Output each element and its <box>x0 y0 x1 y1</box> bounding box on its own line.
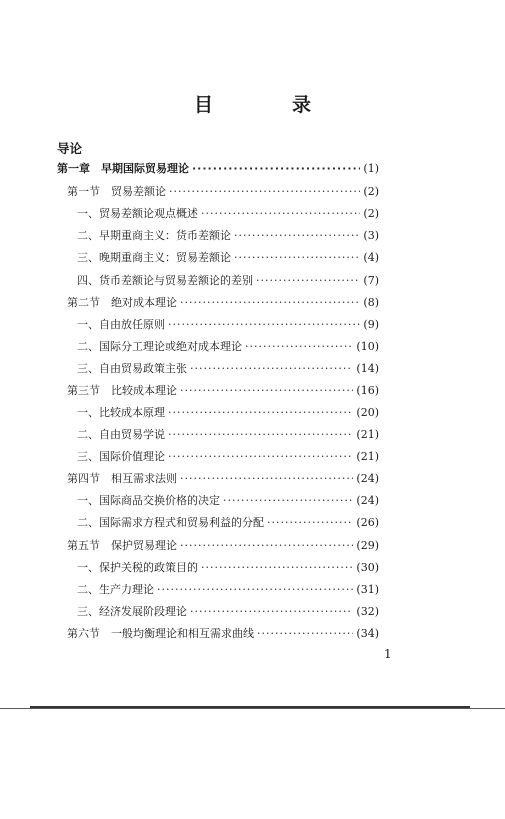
toc-section-3 <box>67 383 379 399</box>
toc-entry-page: (34) <box>356 627 379 640</box>
toc-entry-text: 二、国际需求方程式和贸易利益的分配 <box>77 516 264 529</box>
toc-entry-page: (24) <box>356 472 379 485</box>
dot-leader <box>180 538 353 554</box>
toc-item <box>77 405 379 421</box>
toc-entry-text: 一、保护关税的政策目的 <box>77 561 198 574</box>
toc-entry-text: 第一节 贸易差额论 <box>67 185 166 198</box>
dot-leader <box>256 273 360 289</box>
toc-item <box>77 493 379 509</box>
toc-item <box>77 339 379 355</box>
dot-leader <box>201 206 360 222</box>
dot-leader <box>234 250 360 266</box>
toc-entry-page: (32) <box>356 605 379 618</box>
toc-entry-text: 三、晚期重商主义：贸易差额论 <box>77 251 231 264</box>
toc-entry-page: (14) <box>356 362 379 375</box>
toc-entry-text: 三、自由贸易政策主张 <box>77 362 187 375</box>
toc-entry-text: 第五节 保护贸易理论 <box>67 539 177 552</box>
dot-leader <box>180 383 353 399</box>
scan-edge-divider <box>0 708 505 709</box>
toc-entry-text: 一、比较成本原理 <box>77 406 165 419</box>
dot-leader <box>180 295 360 311</box>
toc-entry-page: (16) <box>356 384 379 397</box>
toc-entry-page: (29) <box>356 539 379 552</box>
dot-leader <box>245 339 353 355</box>
dot-leader <box>168 449 353 465</box>
toc-entry-text: 二、早期重商主义：货币差额论 <box>77 229 231 242</box>
toc-chapter-1 <box>57 161 379 177</box>
dot-leader <box>223 493 353 509</box>
toc-item <box>77 449 379 465</box>
toc-entry-page: (2) <box>363 207 379 220</box>
toc-item <box>77 273 379 289</box>
toc-entry-page: (21) <box>356 428 379 441</box>
toc-entry-page: (30) <box>356 561 379 574</box>
dot-leader <box>192 161 360 177</box>
dot-leader <box>168 427 353 443</box>
toc-item <box>77 515 379 531</box>
toc-section-4 <box>67 471 379 487</box>
dot-leader <box>257 626 353 642</box>
intro-heading: 导论 <box>57 141 83 156</box>
toc-entry-text: 二、生产力理论 <box>77 583 154 596</box>
dot-leader <box>180 471 353 487</box>
toc-entry-page: (4) <box>363 251 379 264</box>
toc-entry-page: (31) <box>356 583 379 596</box>
page-number: 1 <box>384 647 392 661</box>
toc-entry-text: 一、贸易差额论观点概述 <box>77 207 198 220</box>
toc-entry-page: (2) <box>363 185 379 198</box>
toc-section-2 <box>67 295 379 311</box>
toc-entry-text: 第二节 绝对成本理论 <box>67 296 177 309</box>
dot-leader <box>234 228 360 244</box>
toc-section-6 <box>67 626 379 642</box>
toc-entry-text: 三、经济发展阶段理论 <box>77 605 187 618</box>
toc-item <box>77 361 379 377</box>
dot-leader <box>168 405 353 421</box>
toc-entry-page: (26) <box>356 516 379 529</box>
toc-entry-text: 第四节 相互需求法则 <box>67 472 177 485</box>
toc-entry-text: 第六节 一般均衡理论和相互需求曲线 <box>67 627 254 640</box>
toc-item <box>77 228 379 244</box>
toc-entry-text: 第一章 早期国际贸易理论 <box>57 162 189 175</box>
dot-leader <box>267 515 353 531</box>
toc-entry-page: (1) <box>363 162 379 175</box>
toc-entry-text: 二、国际分工理论或绝对成本理论 <box>77 340 242 353</box>
toc-section-1 <box>67 184 379 200</box>
toc-item <box>77 560 379 576</box>
dot-leader <box>190 604 353 620</box>
dot-leader <box>157 582 353 598</box>
toc-entry-page: (8) <box>363 296 379 309</box>
toc-item <box>77 604 379 620</box>
toc-entry-page: (20) <box>356 406 379 419</box>
toc-entry-page: (24) <box>356 494 379 507</box>
toc-entry-text: 一、自由放任原则 <box>77 318 165 331</box>
toc-entry-text: 四、货币差额论与贸易差额论的差别 <box>77 274 253 287</box>
toc-entry-page: (7) <box>363 274 379 287</box>
toc-entry-text: 二、自由贸易学说 <box>77 428 165 441</box>
page-title: 目 录 <box>193 94 341 116</box>
toc-entry-page: (3) <box>363 229 379 242</box>
toc-item <box>77 317 379 333</box>
toc-entry-text: 三、国际价值理论 <box>77 450 165 463</box>
toc-section-5 <box>67 538 379 554</box>
toc-entry-page: (10) <box>356 340 379 353</box>
dot-leader <box>201 560 353 576</box>
toc-item <box>77 582 379 598</box>
dot-leader <box>169 184 360 200</box>
dot-leader <box>190 361 353 377</box>
toc-entry-page: (21) <box>356 450 379 463</box>
dot-leader <box>168 317 360 333</box>
toc-entry-page: (9) <box>363 318 379 331</box>
toc-entry-text: 第三节 比较成本理论 <box>67 384 177 397</box>
toc-item <box>77 250 379 266</box>
toc-item <box>77 427 379 443</box>
toc-entry-text: 一、国际商品交换价格的决定 <box>77 494 220 507</box>
toc-item <box>77 206 379 222</box>
